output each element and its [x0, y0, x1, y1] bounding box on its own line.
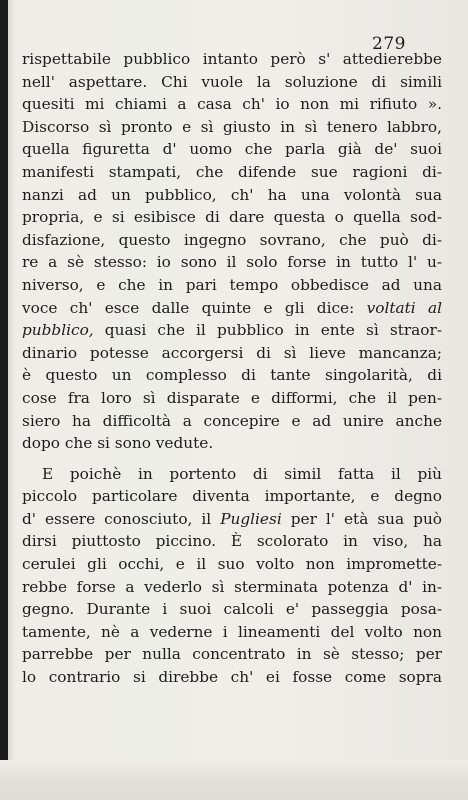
text-line: E poichè in portento di simil fatta il più	[42, 464, 442, 483]
text-line: cose fra loro sì disparate e difformi, che il pen-	[22, 388, 442, 407]
italic-phrase: voltati al	[366, 298, 442, 317]
text-line: quesiti mi chiami a casa ch' io non mi rifiuto ».	[22, 95, 442, 114]
text-line: dopo che si sono vedute.	[22, 434, 214, 453]
text-line: parrebbe per nulla concentrato in sè stesso; per	[22, 645, 442, 664]
text-line	[22, 319, 442, 342]
text-segment: per l' età sua può	[290, 509, 443, 528]
page-bottom-margin	[0, 760, 468, 800]
italic-name: Pugliesi	[220, 509, 282, 528]
text-line: propria, e si esibisce di dare questa o quella sod-	[22, 208, 442, 227]
text-segment: quasi che il pubblico in ente sì straor-	[104, 321, 442, 340]
text-line: manifesti stampati, che difende sue ragioni di-	[22, 162, 442, 181]
text-line: dinario potesse accorgersi di sì lieve mancanza;	[22, 343, 442, 362]
text-segment: d' essere conosciuto, il	[22, 509, 212, 528]
text-line: nell' aspettare. Chi vuole la soluzione di simili	[22, 72, 442, 91]
book-spine-shadow	[0, 0, 8, 800]
text-line: quella figuretta d' uomo che parla già de' suoi	[22, 140, 442, 159]
text-line: niverso, e che in pari tempo obbedisce ad una	[22, 275, 442, 294]
text-line: rebbe forse a vederlo sì sterminata potenza d' in-	[22, 577, 442, 596]
page-number: 279	[372, 34, 406, 54]
text-line: disfazione, questo ingegno sovrano, che può di-	[22, 230, 442, 249]
text-line: cerulei gli occhi, e il suo volto non impromette-	[22, 555, 442, 574]
text-line: re a sè stesso: io sono il solo forse in tutto l' u-	[22, 253, 442, 272]
text-line: lo contrario si direbbe ch' ei fosse come sopra	[22, 668, 442, 687]
italic-phrase: pubblico,	[22, 321, 94, 340]
text-line: tamente, nè a vederne i lineamenti del volto non	[22, 622, 442, 641]
text-line: gegno. Durante i suoi calcoli e' passeggia posa-	[22, 600, 442, 619]
text-line: nanzi ad un pubblico, ch' ha una volontà sua	[22, 185, 442, 204]
text-line: rispettabile pubblico intanto però s' attedierebbe	[22, 50, 442, 68]
text-segment: voce ch' esce dalle quinte e gli dice:	[22, 298, 355, 317]
text-line: piccolo particolare diventa importante, e degno	[22, 487, 442, 506]
page-body-text	[22, 48, 442, 689]
text-line: è questo un complesso di tante singolarità, di	[22, 366, 442, 385]
text-line: siero ha difficoltà a concepire e ad unire anche	[22, 411, 442, 430]
text-line	[22, 508, 442, 531]
paragraph-gap	[22, 455, 442, 463]
text-line	[22, 297, 442, 320]
text-line: dirsi piuttosto piccino. È scolorato in viso, ha	[22, 532, 442, 551]
text-line: Discorso sì pronto e sì giusto in sì tenero labbro,	[22, 117, 442, 136]
